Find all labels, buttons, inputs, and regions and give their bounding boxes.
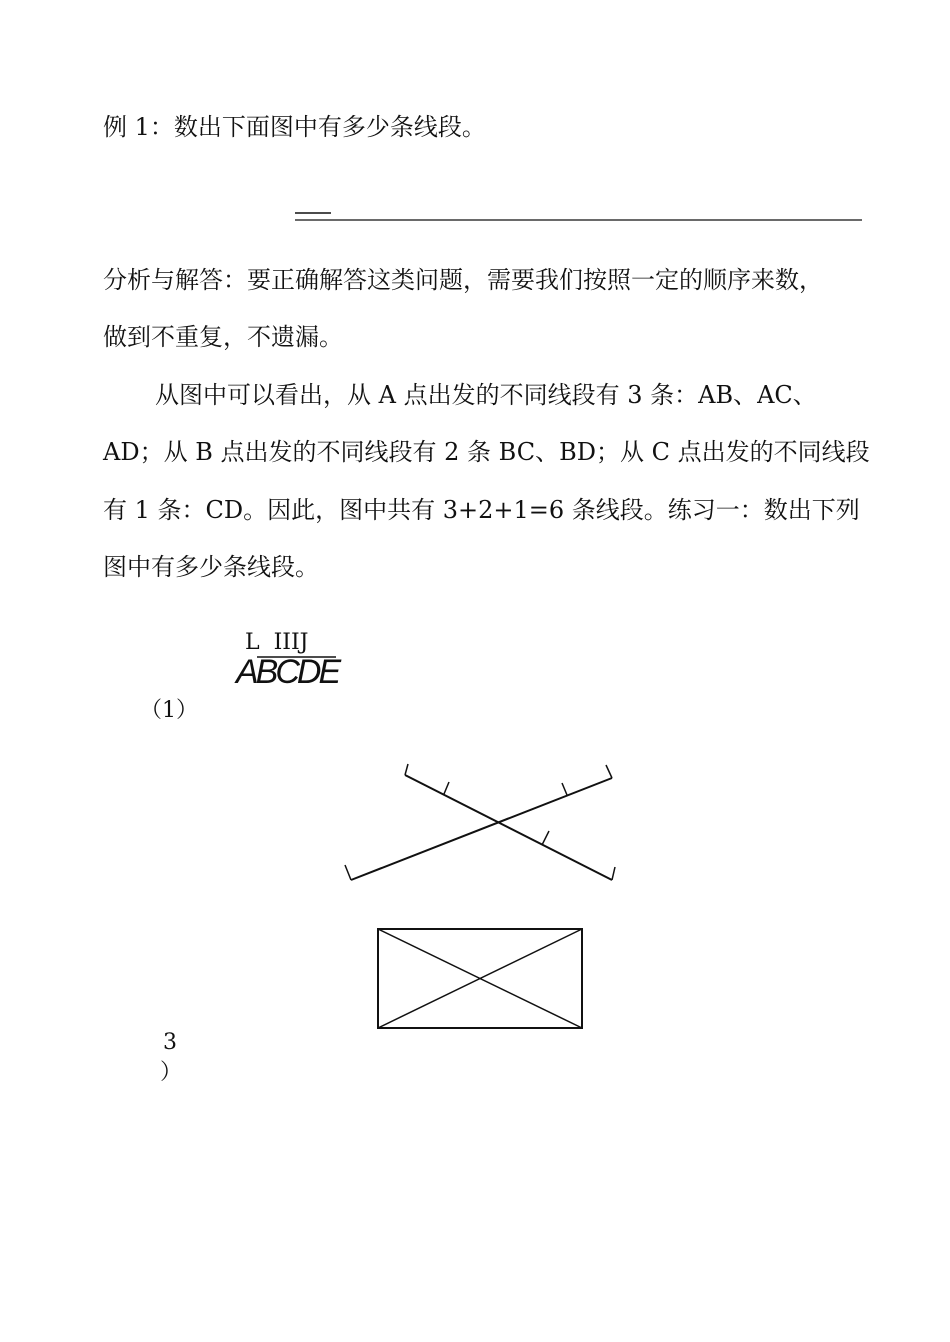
- tick-5: [345, 865, 351, 880]
- tick-2: [444, 782, 449, 794]
- analysis-line-4: AD；从 B 点出发的不同线段有 2 条 BC、BD；从 C 点出发的不同线段: [103, 438, 870, 466]
- example-title: 例 1：数出下面图中有多少条线段。: [103, 113, 486, 141]
- tick-3: [612, 867, 615, 880]
- analysis-line-5: 有 1 条：CD。因此，图中共有 3+2+1=6 条线段。练习一：数出下列: [103, 496, 860, 524]
- cross-line-2: [351, 778, 612, 880]
- analysis-line-2: 做到不重复，不遗漏。: [103, 323, 343, 351]
- tick-6: [562, 783, 567, 795]
- exercise-1-letters: ABCDE: [236, 653, 339, 691]
- analysis-line-6: 图中有多少条线段。: [103, 553, 319, 581]
- analysis-line-1: 分析与解答：要正确解答这类问题，需要我们按照一定的顺序来数，: [103, 266, 823, 294]
- exercise-1-ocr-top: L IIIJ: [245, 630, 309, 655]
- exercise-3-label-paren: ）: [160, 1060, 183, 1085]
- exercise-3-label-number: 3: [163, 1030, 177, 1055]
- exercise-1-label: （1）: [140, 698, 198, 723]
- analysis-line-3: 从图中可以看出，从 A 点出发的不同线段有 3 条：AB、AC、: [155, 381, 817, 409]
- tick-4: [542, 831, 549, 845]
- tick-7: [606, 765, 612, 778]
- tick-1: [405, 764, 408, 775]
